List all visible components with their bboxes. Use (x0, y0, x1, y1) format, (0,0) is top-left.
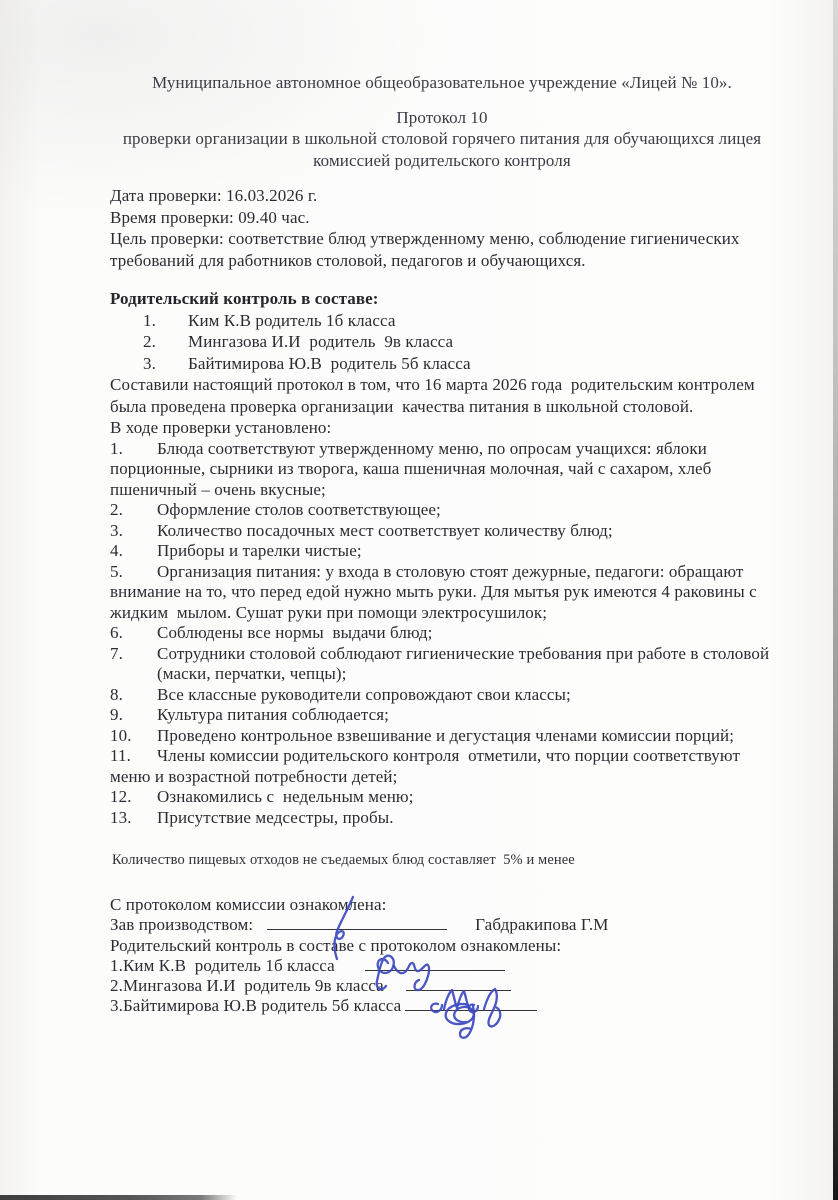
signatory-name: 1.Ким К.В родитель 1б класса (110, 956, 335, 975)
signatory-row (110, 956, 774, 976)
signoff-section (110, 895, 774, 1016)
committee-member-list (110, 310, 774, 375)
member-number: 3. (143, 353, 156, 373)
finding-text: Члены комиссии родительского контроля отметили, что порции соответствуют меню и возрастной потребности детей; (110, 746, 745, 786)
signatory-name: 2.Мингазова И.И родитель 9в класса (110, 976, 384, 995)
finding-item (110, 746, 774, 787)
finding-text: Культура питания соблюдается; (157, 705, 390, 724)
findings-heading: В ходе проверки установлено: (110, 418, 332, 437)
finding-number: 13. (110, 807, 132, 827)
finding-item (110, 439, 774, 501)
signature-line (365, 957, 505, 971)
signatory-row (110, 996, 774, 1016)
protocol-title: Протокол 10 (396, 107, 488, 127)
scanner-edge-shadow-right (833, 0, 838, 1200)
scanner-edge-shadow-bottom (0, 1195, 237, 1200)
production-manager-name: Габдракипова Г.М (475, 915, 609, 934)
finding-item (110, 500, 774, 521)
production-manager-label: Зав производством: (110, 915, 254, 934)
signature-line (267, 916, 447, 930)
inspection-details (110, 185, 774, 271)
finding-number: 8. (110, 684, 123, 704)
finding-item (110, 685, 774, 706)
committee-member-row (110, 331, 774, 353)
finding-number: 2. (110, 500, 123, 519)
production-manager-row (110, 915, 774, 935)
findings-list (110, 439, 774, 829)
finding-text: Соблюдены все нормы выдачи блюд; (157, 623, 433, 642)
finding-number: 11. (110, 746, 131, 765)
finding-item (110, 541, 774, 562)
signatory-list (110, 956, 774, 1016)
protocol-subtitle: проверки организации в школьной столовой горячего питания для обучающихся лицея комиссией родительского контроля (122, 129, 766, 170)
finding-number: 1. (110, 438, 123, 458)
institution-name: Муниципальное автономное общеобразовательное учреждение «Лицей № 10». (152, 73, 732, 92)
inspection-time: Время проверки: 09.40 час. (110, 207, 310, 227)
finding-number: 7. (110, 643, 123, 663)
member-number: 1. (143, 310, 156, 330)
signatory-name: 3.Байтимирова Ю.В родитель 5б класса (110, 996, 402, 1015)
finding-item (110, 787, 774, 808)
finding-number: 4. (110, 541, 123, 560)
finding-number: 9. (110, 705, 123, 724)
document-body (110, 0, 774, 1016)
member-name: Мингазова И.И родитель 9в класса (188, 332, 454, 351)
protocol-intro: Составили настоящий протокол в том, что 16 марта 2026 года родительским контролем была проведена проверка организации качества питания в школьной столовой. (110, 375, 760, 416)
finding-item (110, 562, 774, 624)
committee-member-row (110, 310, 774, 332)
finding-item (110, 705, 774, 726)
finding-item (110, 644, 774, 685)
parents-ack-line: Родительский контроль в составе с протоколом ознакомлены: (110, 936, 562, 955)
finding-text: Ознакомились с недельным меню; (157, 787, 414, 806)
member-name: Ким К.В родитель 1б класса (188, 310, 396, 330)
finding-text: Присутствие медсестры, пробы. (157, 807, 394, 827)
member-name: Байтимирова Ю.В родитель 5б класса (188, 353, 471, 373)
finding-item (110, 623, 774, 644)
finding-text: Оформление столов соответствующее; (157, 500, 441, 519)
committee-member-row (110, 353, 774, 375)
finding-number: 12. (110, 787, 132, 806)
finding-item (110, 521, 774, 542)
document-header (110, 72, 774, 171)
finding-text: Проведено контрольное взвешивание и дегустация членами комиссии порций; (157, 725, 735, 745)
finding-text: Приборы и тарелки чистые; (157, 541, 362, 560)
finding-item (110, 726, 774, 747)
finding-text: Организация питания: у входа в столовую стоят дежурные, педагоги: обращают внимание на то, что перед едой нужно мыть руки. Для мытья рук имеются 4 раковины с жидким мылом. Сушат руки при помощи электросушилок; (110, 561, 762, 622)
inspection-purpose: Цель проверки: соответствие блюд утвержденному меню, соблюдение гигиенических требований для работников столовой, педагогов и обучающихся. (110, 229, 744, 270)
finding-number: 6. (110, 623, 123, 642)
acknowledged-line: С протоколом комиссии ознакомлена: (110, 895, 387, 914)
signature-line (405, 997, 537, 1011)
finding-number: 5. (110, 561, 123, 581)
committee-heading: Родительский контроль в составе: (110, 289, 379, 308)
finding-text: Блюда соответствуют утвержденному меню, по опросам учащихся: яблоки порционные, сырники из творога, каша пшеничная молочная, чай с сахаром, хлеб пшеничный – очень вкусные; (110, 438, 716, 499)
inspection-date: Дата проверки: 16.03.2026 г. (110, 186, 318, 205)
member-number: 2. (143, 332, 156, 351)
finding-text: Количество посадочных мест соответствует количеству блюд; (157, 520, 613, 540)
finding-item (110, 808, 774, 829)
finding-text: Сотрудники столовой соблюдают гигиенические требования при работе в столовой (маски, перчатки, чепцы); (157, 643, 774, 683)
signatory-row (110, 976, 774, 996)
finding-number: 3. (110, 520, 123, 540)
finding-number: 10. (110, 725, 132, 745)
waste-note: Количество пищевых отходов не съедаемых блюд составляет 5% и менее (112, 852, 575, 868)
signature-line (406, 977, 511, 991)
finding-text: Все классные руководители сопровождают свои классы; (157, 684, 571, 704)
